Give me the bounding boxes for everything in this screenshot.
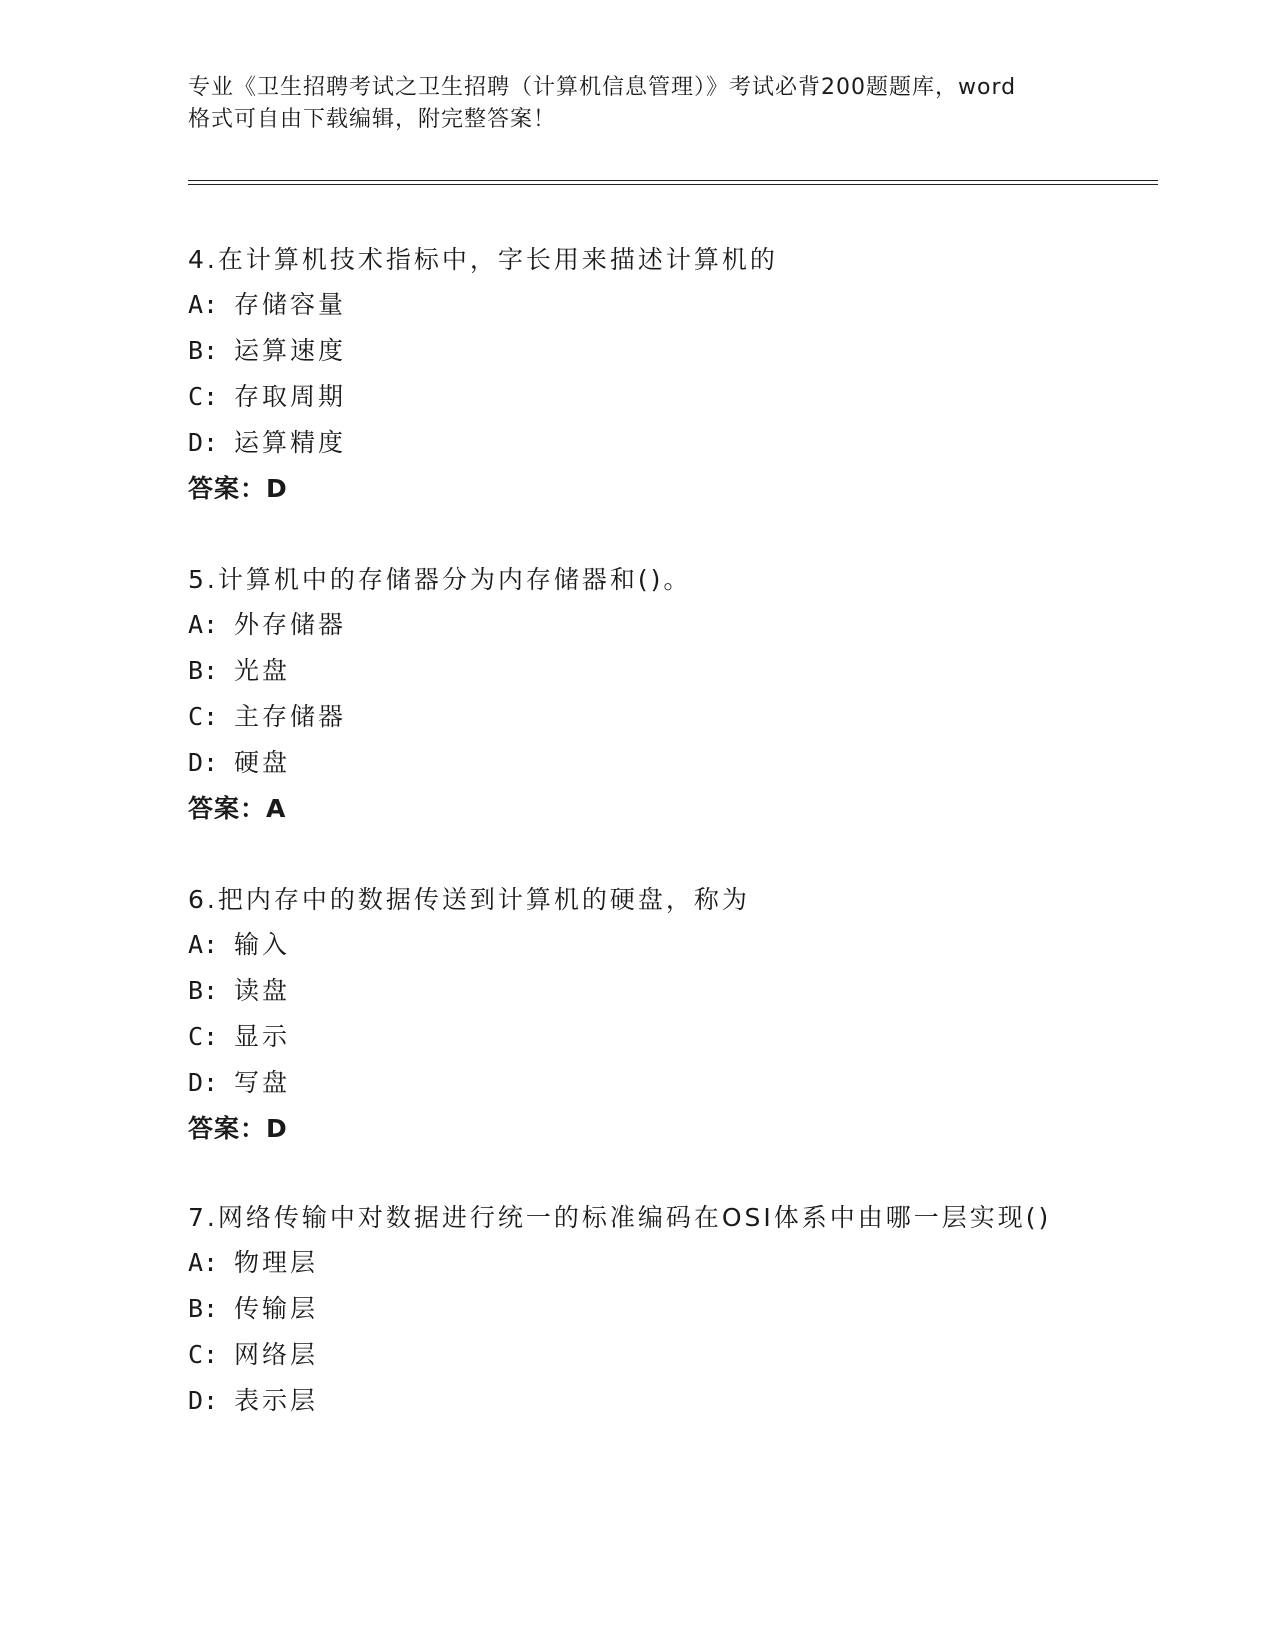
option-letter: C: <box>188 702 219 731</box>
option-b <box>188 1286 1088 1332</box>
option-text: 光盘 <box>234 656 291 685</box>
option-letter: C: <box>188 382 219 411</box>
option-a <box>188 602 1088 648</box>
option-letter: A: <box>188 1248 219 1277</box>
option-text: 传输层 <box>234 1294 319 1323</box>
question-stem: 5.计算机中的存储器分为内存储器和()。 <box>188 565 692 594</box>
question-stem: 4.在计算机技术指标中，字长用来描述计算机的 <box>188 245 778 274</box>
option-a <box>188 1240 1088 1286</box>
option-text: 输入 <box>234 930 291 959</box>
option-text: 显示 <box>234 1022 291 1051</box>
option-d <box>188 1060 1088 1106</box>
option-a <box>188 922 1088 968</box>
option-letter: A: <box>188 930 219 959</box>
header-divider-top <box>188 180 1158 181</box>
option-c <box>188 374 1088 420</box>
answer-line: 答案：A <box>188 794 287 823</box>
option-text: 存取周期 <box>234 382 347 411</box>
option-c <box>188 694 1088 740</box>
option-text: 运算精度 <box>234 428 347 457</box>
option-text: 表示层 <box>234 1386 319 1415</box>
option-letter: B: <box>188 1294 219 1323</box>
question-6 <box>188 878 1088 1152</box>
question-5 <box>188 558 1088 832</box>
option-text: 物理层 <box>234 1248 319 1277</box>
option-text: 主存储器 <box>234 702 347 731</box>
question-stem: 6.把内存中的数据传送到计算机的硬盘，称为 <box>188 885 750 914</box>
option-b <box>188 968 1088 1014</box>
option-text: 硬盘 <box>234 748 291 777</box>
header-divider-bottom <box>188 184 1158 185</box>
document-header <box>188 72 1088 136</box>
question-4 <box>188 238 1088 512</box>
option-letter: C: <box>188 1340 219 1369</box>
option-letter: B: <box>188 336 219 365</box>
option-c <box>188 1014 1088 1060</box>
option-text: 运算速度 <box>234 336 347 365</box>
option-letter: D: <box>188 428 219 457</box>
option-letter: D: <box>188 1386 219 1415</box>
option-letter: C: <box>188 1022 219 1051</box>
option-letter: B: <box>188 976 219 1005</box>
question-stem: 7.网络传输中对数据进行统一的标准编码在OSI体系中由哪一层实现() <box>188 1203 1052 1232</box>
option-letter: D: <box>188 1068 219 1097</box>
option-letter: A: <box>188 290 219 319</box>
option-b <box>188 648 1088 694</box>
option-d <box>188 740 1088 786</box>
header-line-1: 专业《卫生招聘考试之卫生招聘（计算机信息管理）》考试必背200题题库，word <box>188 75 1017 100</box>
option-text: 存储容量 <box>234 290 347 319</box>
option-text: 外存储器 <box>234 610 347 639</box>
option-text: 读盘 <box>234 976 291 1005</box>
question-7 <box>188 1196 1088 1424</box>
option-d <box>188 1378 1088 1424</box>
option-text: 写盘 <box>234 1068 291 1097</box>
option-text: 网络层 <box>234 1340 319 1369</box>
option-a <box>188 282 1088 328</box>
option-c <box>188 1332 1088 1378</box>
option-b <box>188 328 1088 374</box>
header-line-2: 格式可自由下载编辑，附完整答案！ <box>188 107 557 132</box>
option-letter: A: <box>188 610 219 639</box>
option-letter: B: <box>188 656 219 685</box>
option-d <box>188 420 1088 466</box>
answer-line: 答案：D <box>188 1114 288 1143</box>
option-letter: D: <box>188 748 219 777</box>
answer-line: 答案：D <box>188 474 288 503</box>
